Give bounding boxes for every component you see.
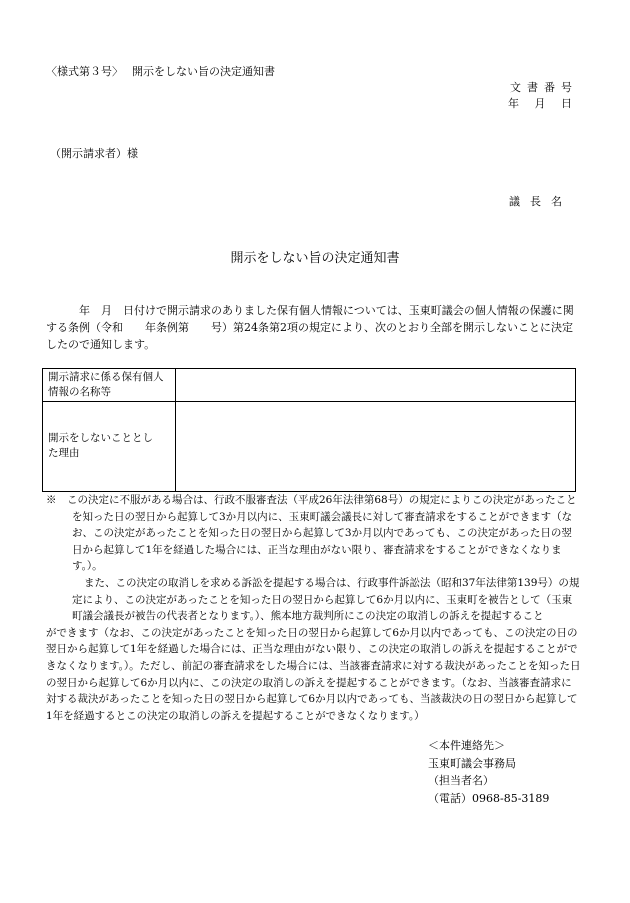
sender-name: 議長名 (509, 195, 572, 208)
note-lawsuit-part2: ができます（なお、この決定があったことを知った日の翌日から起算して6か月以内であっても、この決定の日の翌日から起算して1年を経過した場合には、正当な理由がない限り、この決定の取消しの訴えを提起することができなくなります。）。ただし、前記の審査請求をした場合には、当該審査請求に対する裁決があったことを知った日の翌日から起算して6か月以内に、この決定の取消しの訴えを提起することができます。（なお、当該審査請求に対する裁決があったことを知った日の翌日から起算して6か月以内であっても、当該裁決の日の翌日から起算して1年を経過するとこの決定の取消しの訴えを提起することができなくなります。） (46, 626, 581, 722)
contact-person: （担当者名） (428, 774, 494, 787)
note-appeal: ※ この決定に不服がある場合は、行政不服審査法（平成26年法律第68号）の規定によりこの決定があったことを知った日の翌日から起算して3か月以内に、玉東町議会議長に対して審査請求をすることができます（なお、この決定があったことを知った日の翌日から起算して3か月以内であっても、この決定があった日の翌日から起算して1年を経過した場合には、正当な理由がない限り、審査請求をすることができなくなります。）。 (46, 494, 577, 573)
document-title: 開示をしない旨の決定通知書 (230, 251, 400, 266)
table-column-divider (175, 369, 176, 491)
table-label-reason: 開示をしないこととした理由 (48, 432, 153, 459)
addressee: （開示請求者）様 (50, 147, 138, 160)
body-paragraph: 年 月 日付けで開示請求のありました保有個人情報については、玉東町議会の個人情報の保護に関する条例（令和 年条例第 号）第24条第2項の規定により、次のとおり全部を開示しないことに決定したので通知します。 (46, 304, 574, 351)
contact-block (428, 737, 549, 807)
document-number: 文書番号 (510, 81, 578, 94)
contact-phone: （電話）0968-85-3189 (428, 791, 550, 805)
form-label: 〈様式第３号〉 開示をしない旨の決定通知書 (46, 65, 275, 78)
contact-heading: ＜本件連絡先＞ (428, 739, 505, 752)
decision-table (42, 368, 576, 492)
note-lawsuit-part1: また、この決定の取消しを求める訴訟を提起する場合は、行政事件訴訟法（昭和37年法律第139号）の規定により、この決定があったことを知った日の翌日から起算して6か月以内に、玉東町を被告として（玉東町議会議長が被告の代表者となります。）、熊本地方裁判所にこの決定の取消しの訴えを提起すること (72, 576, 580, 623)
notes-section (46, 492, 582, 724)
contact-office: 玉東町議会事務局 (428, 756, 516, 770)
table-label-info-name: 開示請求に係る保有個人情報の名称等 (48, 371, 164, 398)
document-date: 年 月 日 (508, 97, 578, 110)
